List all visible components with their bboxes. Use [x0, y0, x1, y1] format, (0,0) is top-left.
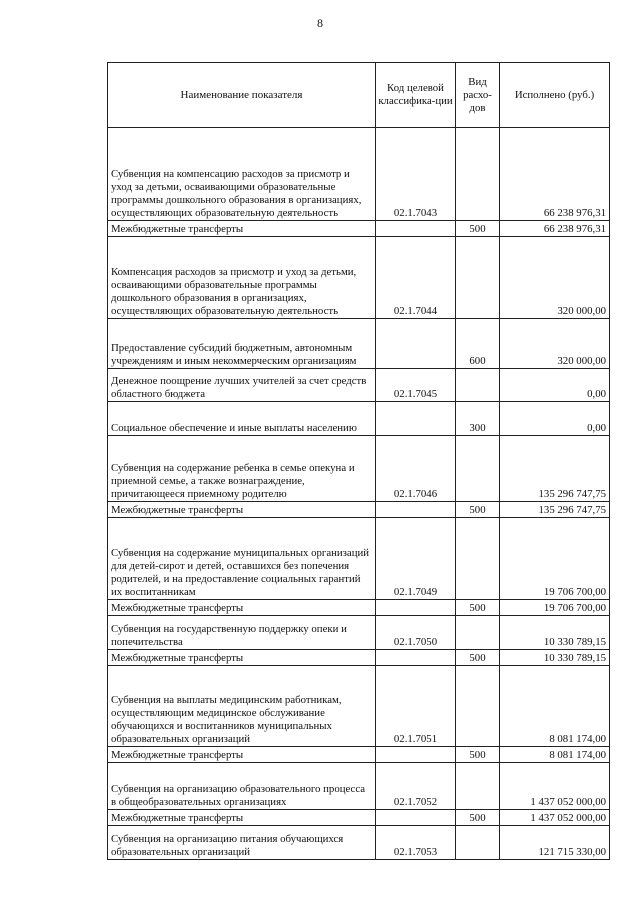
row-amount: 19 706 700,00	[500, 600, 610, 616]
table-row	[108, 763, 610, 810]
row-code: 02.1.7044	[376, 237, 456, 319]
row-amount: 135 296 747,75	[500, 436, 610, 502]
table-row	[108, 221, 610, 237]
row-amount: 66 238 976,31	[500, 221, 610, 237]
row-type	[456, 518, 500, 600]
table-row	[108, 319, 610, 369]
row-amount: 10 330 789,15	[500, 616, 610, 650]
row-type: 500	[456, 650, 500, 666]
table-row	[108, 402, 610, 436]
row-name: Межбюджетные трансферты	[108, 502, 376, 518]
row-type	[456, 128, 500, 221]
page-number: 8	[317, 16, 323, 30]
row-name: Субвенция на компенсацию расходов за присмотр и уход за детьми, осваивающими образовательные программы дошкольного образования в организациях, осуществляющих образовательную деятельность	[108, 128, 376, 221]
row-name: Предоставление субсидий бюджетным, автономным учреждениям и иным некоммерческим организациям	[108, 319, 376, 369]
row-code: 02.1.7052	[376, 763, 456, 810]
row-type	[456, 616, 500, 650]
row-name: Субвенция на содержание муниципальных организаций для детей-сирот и детей, оставшихся без попечения родителей, и на предоставление социальных гарантий их воспитанникам	[108, 518, 376, 600]
header-amount: Исполнено (руб.)	[500, 63, 610, 128]
row-amount: 66 238 976,31	[500, 128, 610, 221]
row-type: 300	[456, 402, 500, 436]
row-code: 02.1.7049	[376, 518, 456, 600]
table-row	[108, 436, 610, 502]
row-code: 02.1.7046	[376, 436, 456, 502]
header-code: Код целевой классифика-ции	[376, 63, 456, 128]
row-amount: 320 000,00	[500, 319, 610, 369]
row-amount: 8 081 174,00	[500, 747, 610, 763]
table-row	[108, 747, 610, 763]
table-row	[108, 666, 610, 747]
row-amount: 0,00	[500, 402, 610, 436]
table-row	[108, 237, 610, 319]
row-code: 02.1.7043	[376, 128, 456, 221]
row-amount: 8 081 174,00	[500, 666, 610, 747]
table-row	[108, 616, 610, 650]
row-name: Компенсация расходов за присмотр и уход за детьми, осваивающими образовательные программы дошкольного образования в организациях, осуществляющих образовательную деятельность	[108, 237, 376, 319]
row-type	[456, 237, 500, 319]
row-type: 500	[456, 600, 500, 616]
row-name: Межбюджетные трансферты	[108, 650, 376, 666]
row-name: Субвенция на организацию питания обучающихся образовательных организаций	[108, 826, 376, 860]
table-row	[108, 650, 610, 666]
row-amount: 19 706 700,00	[500, 518, 610, 600]
row-code	[376, 319, 456, 369]
row-amount: 320 000,00	[500, 237, 610, 319]
row-type	[456, 666, 500, 747]
row-type	[456, 826, 500, 860]
table-row	[108, 502, 610, 518]
row-amount: 1 437 052 000,00	[500, 763, 610, 810]
row-code: 02.1.7051	[376, 666, 456, 747]
row-name: Межбюджетные трансферты	[108, 221, 376, 237]
row-code	[376, 502, 456, 518]
header-row	[108, 63, 610, 128]
table-row	[108, 810, 610, 826]
row-code: 02.1.7050	[376, 616, 456, 650]
row-name: Субвенция на организацию образовательного процесса в общеобразовательных организациях	[108, 763, 376, 810]
row-amount: 10 330 789,15	[500, 650, 610, 666]
row-type: 500	[456, 810, 500, 826]
row-amount: 135 296 747,75	[500, 502, 610, 518]
row-name: Межбюджетные трансферты	[108, 747, 376, 763]
row-type: 500	[456, 502, 500, 518]
row-code	[376, 747, 456, 763]
row-code: 02.1.7045	[376, 369, 456, 402]
row-code	[376, 650, 456, 666]
table-row	[108, 518, 610, 600]
row-code	[376, 810, 456, 826]
expenditure-table	[107, 62, 610, 860]
row-type	[456, 436, 500, 502]
row-name: Межбюджетные трансферты	[108, 600, 376, 616]
row-name: Межбюджетные трансферты	[108, 810, 376, 826]
row-type: 500	[456, 221, 500, 237]
row-amount: 121 715 330,00	[500, 826, 610, 860]
row-name: Субвенция на государственную поддержку опеки и попечительства	[108, 616, 376, 650]
row-name: Социальное обеспечение и иные выплаты населению	[108, 402, 376, 436]
row-name: Денежное поощрение лучших учителей за счет средств областного бюджета	[108, 369, 376, 402]
table-row	[108, 369, 610, 402]
row-type	[456, 763, 500, 810]
table-row	[108, 600, 610, 616]
row-name: Субвенция на выплаты медицинским работникам, осуществляющим медицинское обслуживание обучающихся и воспитанников муниципальных образовательных организаций	[108, 666, 376, 747]
row-amount: 0,00	[500, 369, 610, 402]
row-type: 500	[456, 747, 500, 763]
row-code	[376, 402, 456, 436]
row-code	[376, 600, 456, 616]
header-name: Наименование показателя	[108, 63, 376, 128]
row-type: 600	[456, 319, 500, 369]
row-amount: 1 437 052 000,00	[500, 810, 610, 826]
row-code: 02.1.7053	[376, 826, 456, 860]
table-row	[108, 826, 610, 860]
row-code	[376, 221, 456, 237]
table-row	[108, 128, 610, 221]
header-type: Вид расхо-дов	[456, 63, 500, 128]
row-name: Субвенция на содержание ребенка в семье опекуна и приемной семье, а также вознаграждение, причитающееся приемному родителю	[108, 436, 376, 502]
row-type	[456, 369, 500, 402]
